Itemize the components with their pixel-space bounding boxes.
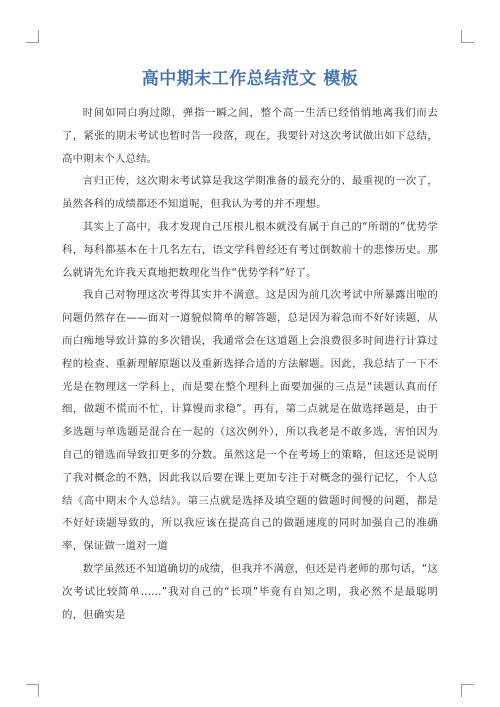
crop-mark-top-left xyxy=(26,30,39,43)
document-body xyxy=(62,102,438,626)
crop-mark-top-right xyxy=(461,30,474,43)
crop-mark-bottom-left xyxy=(26,684,39,697)
paragraph-intro: 时间如同白驹过隙，弹指一瞬之间，整个高一生活已经悄悄地离我们而去了，紧张的期末考试也暂时告一段落，现在，我要针对这次考试做出如下总结，高中期末个人总结。 xyxy=(62,107,438,165)
paragraph-physics: 我自己对物理这次考得其实并不满意。这是因为前几次考试中所暴露出啦的问题仍然存在——面对一道貌似简单的解答题，总是因为着急而不好好读题，从而白痴地导致计算的多次错误，我通常会在这道题上会浪费很多时间进行计算过程的检查、重新理解原题以及重新选择合适的方法解题。因此，我总结了一下不光是在物理这一学科上，而是要在整个理科上面要加强的三点是“读题认真而仔细，做题不慌而不忙，计算慢而求稳”。再有，第二点就是在做选择题是，由于多选题与单选题是混合在一起的（这次例外），所以我老是不敢多选，害怕因为自己的错选而导致扣更多的分数。虽然这是一个在考场上的策略，但这还是说明了我对概念的不熟，因此我以后要在课上更加专注于对概念的强行记忆，个人总结《高中期末个人总结》。第三点就是选择及填空题的做题时间慢的问题，都是不好好读题导致的，所以我应该在提高自己的做题速度的同时加强自己的准确率，保证做一道对一道 xyxy=(62,289,438,553)
paragraph-math: 数学虽然还不知道确切的成绩，但我并不满意，但还是肖老师的那句话，“这次考试比较简单……”我对自己的“长项”毕竟有自知之明，我必然不是最聪明的，但确实是 xyxy=(62,562,438,621)
paragraph-subjects: 其实上了高中，我才发现自己压根儿根本就没有属于自己的“所谓的”优势学科，每科都基本在十几名左右，语文学科曾经还有考过倒数前十的悲惨历史。那么就请先允许我天真地把数理化当作“优势学科”好了。 xyxy=(62,220,438,279)
document-title: 高中期末工作总结范文 模板 xyxy=(141,69,359,89)
crop-mark-bottom-right xyxy=(461,684,474,697)
paragraph-exam-overview: 言归正传，这次期末考试算是我这学期准备的最充分的、最重视的一次了，虽然各科的成绩都还不知道呢，但我认为考的并不理想。 xyxy=(62,175,438,211)
